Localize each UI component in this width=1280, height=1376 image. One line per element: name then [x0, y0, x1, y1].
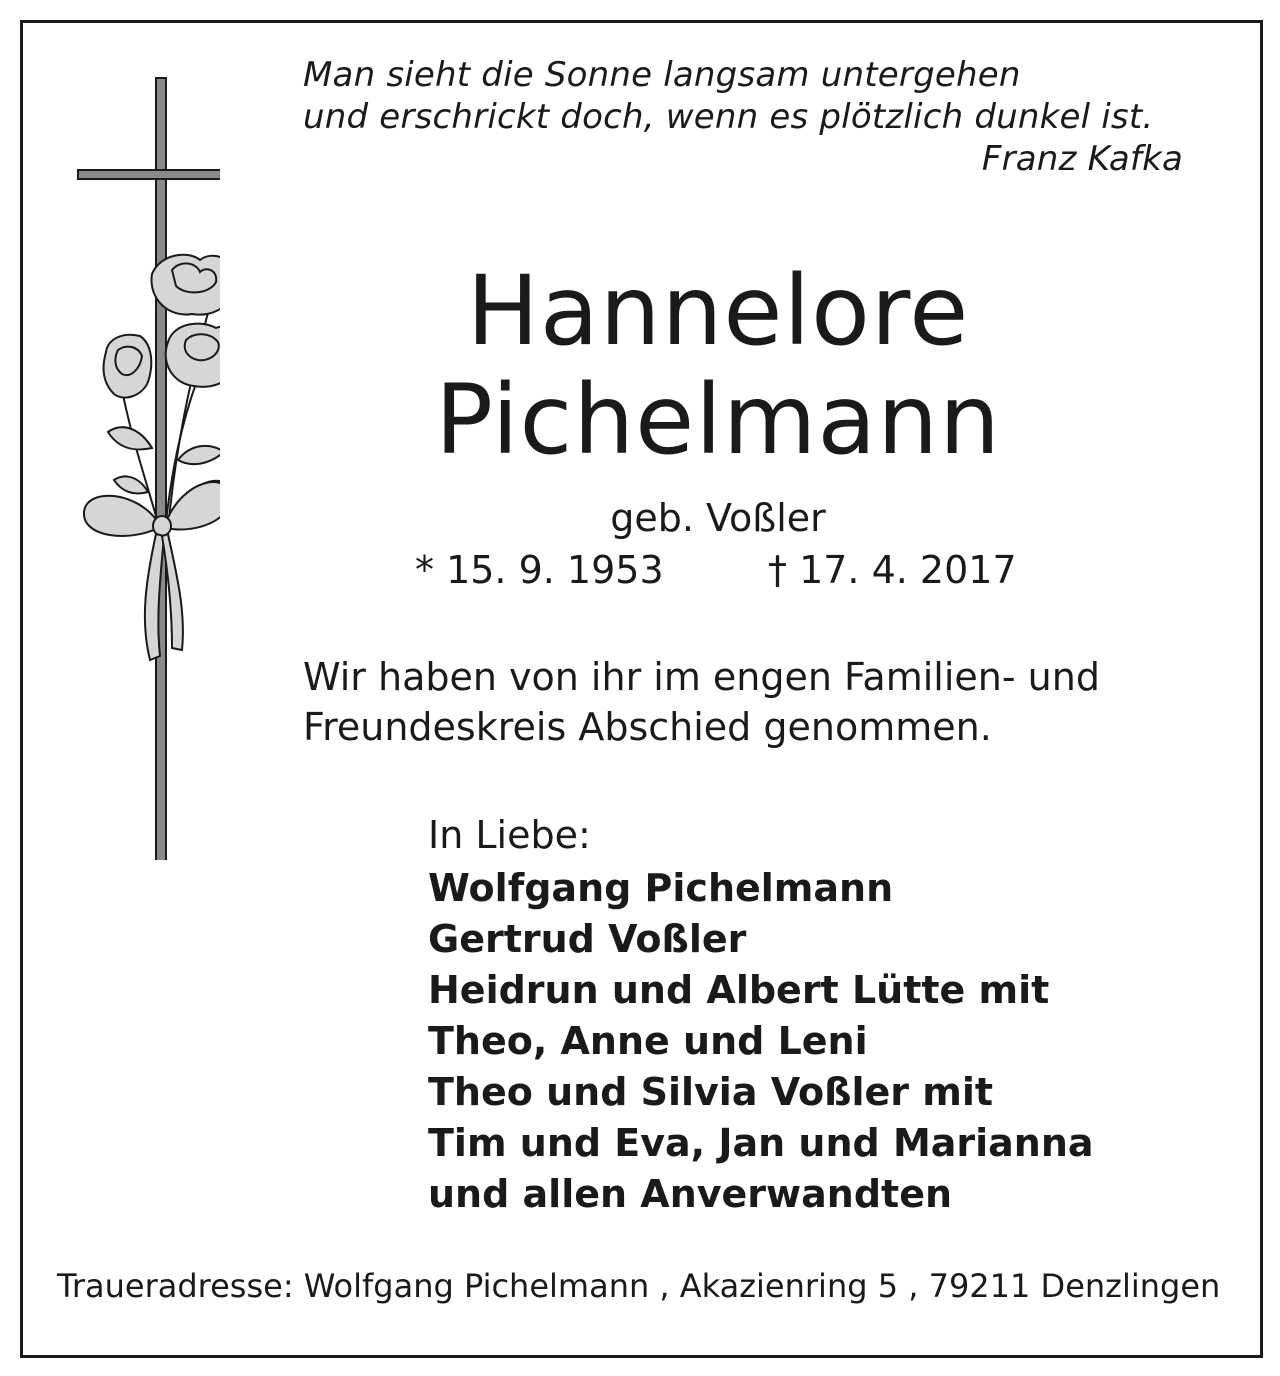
mourner-name: Tim und Eva, Jan und Marianna — [428, 1121, 1094, 1165]
cross-with-roses-icon — [60, 60, 220, 860]
mourner-name: Theo, Anne und Leni — [428, 1019, 868, 1063]
quote-line: Man sieht die Sonne langsam untergehen — [303, 55, 1021, 95]
birth-date: * 15. 9. 1953 — [415, 548, 664, 592]
mourners-label: In Liebe: — [428, 813, 591, 857]
deceased-last-name: Pichelmann — [435, 364, 1001, 476]
death-date: † 17. 4. 2017 — [768, 548, 1017, 592]
message-line: Freundeskreis Abschied genommen. — [303, 705, 992, 749]
farewell-message — [303, 652, 1203, 752]
mourning-address: Traueradresse: Wolfgang Pichelmann , Akazienring 5 , 79211 Denzlingen — [57, 1267, 1221, 1305]
quote-line: und erschrickt doch, wenn es plötzlich dunkel ist. — [303, 97, 1154, 137]
deceased-first-name: Hannelore — [466, 255, 970, 367]
mourner-name: Wolfgang Pichelmann — [428, 866, 894, 910]
mourner-name: Gertrud Voßler — [428, 917, 747, 961]
maiden-name: geb. Voßler — [610, 496, 826, 540]
mourner-name: Heidrun und Albert Lütte mit — [428, 968, 1050, 1012]
quote-author: Franz Kafka — [981, 139, 1183, 179]
message-line: Wir haben von ihr im engen Familien- und — [303, 655, 1100, 699]
quote — [303, 54, 1183, 180]
mourner-name: und allen Anverwandten — [428, 1172, 953, 1216]
mourners-list — [428, 810, 1188, 1220]
mourner-name: Theo und Silvia Voßler mit — [428, 1070, 994, 1114]
